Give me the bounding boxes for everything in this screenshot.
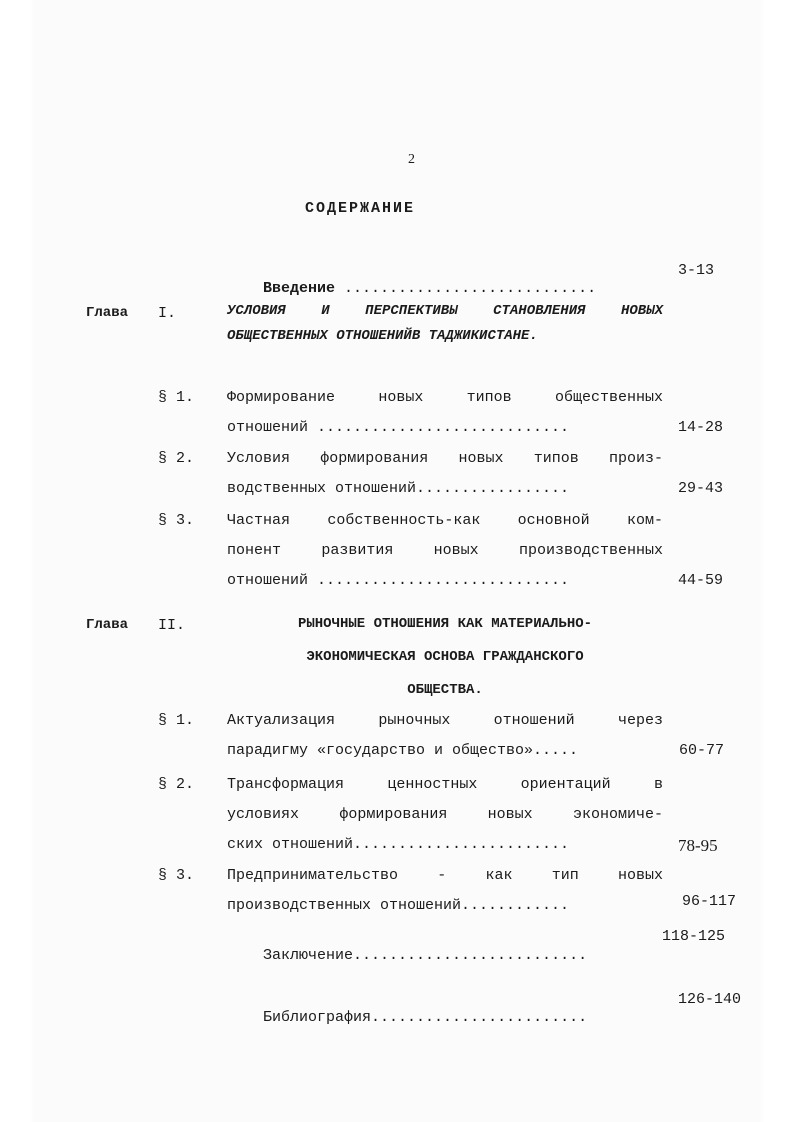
toc-entry-label: Введение bbox=[263, 280, 336, 297]
section-title-line[interactable]: Актуализация рыночных отношений через bbox=[227, 712, 663, 729]
page-title: СОДЕРЖАНИЕ bbox=[305, 200, 416, 217]
chapter-label: Глава bbox=[86, 617, 129, 633]
section-number: § 3. bbox=[158, 867, 195, 884]
toc-leader-dots: ............................ bbox=[344, 280, 597, 297]
section-title-line[interactable]: Трансформация ценностных ориентаций в bbox=[227, 776, 663, 793]
section-title-line[interactable]: парадигму «государство и общество»..... bbox=[227, 742, 579, 759]
toc-entry-bibliography[interactable] bbox=[227, 992, 587, 1043]
section-title-line[interactable]: Формирование новых типов общественных bbox=[227, 389, 663, 406]
chapter-title-line: ОБЩЕСТВА. bbox=[407, 682, 483, 698]
toc-page-range: 118-125 bbox=[662, 928, 726, 945]
chapter-label: Глава bbox=[86, 305, 129, 321]
section-number: § 2. bbox=[158, 450, 195, 467]
section-number: § 1. bbox=[158, 389, 195, 406]
chapter-numeral: I. bbox=[158, 305, 177, 322]
section-title-line[interactable]: Условия формирования новых типов произ- bbox=[227, 450, 663, 467]
chapter-title-line: РЫНОЧНЫЕ ОТНОШЕНИЯ КАК МАТЕРИАЛЬНО- bbox=[297, 616, 593, 632]
chapter-title-line: ЭКОНОМИЧЕСКАЯ ОСНОВА ГРАЖДАНСКОГО bbox=[306, 649, 584, 665]
section-title-line[interactable]: отношений ............................ bbox=[227, 572, 570, 589]
toc-page-range: 3-13 bbox=[678, 262, 715, 279]
toc-entry-label: Заключение bbox=[263, 947, 354, 964]
toc-page-range: 44-59 bbox=[678, 572, 724, 589]
toc-page-range: 96-117 bbox=[682, 893, 737, 910]
toc-leader-dots: .......................... bbox=[353, 947, 588, 964]
section-title-line[interactable]: ских отношений........................ bbox=[227, 836, 570, 853]
toc-page-range: 78-95 bbox=[678, 836, 718, 855]
toc-entry-label: Библиография bbox=[263, 1009, 372, 1026]
toc-leader-dots: ........................ bbox=[371, 1009, 588, 1026]
toc-page-range: 14-28 bbox=[678, 419, 724, 436]
chapter-title-line: УСЛОВИЯ И ПЕРСПЕКТИВЫ СТАНОВЛЕНИЯ НОВЫХ bbox=[227, 303, 663, 319]
chapter-title-line: ОБЩЕСТВЕННЫХ ОТНОШЕНИЙВ ТАДЖИКИСТАНЕ. bbox=[227, 328, 538, 344]
section-title-line[interactable]: производственных отношений............ bbox=[227, 897, 570, 914]
page-number: 2 bbox=[408, 152, 415, 167]
toc-page-range: 126-140 bbox=[678, 991, 742, 1008]
section-number: § 2. bbox=[158, 776, 195, 793]
section-title-line[interactable]: водственных отношений................. bbox=[227, 480, 570, 497]
section-title-line[interactable]: Предпринимательство - как тип новых bbox=[227, 867, 663, 884]
section-title-line[interactable]: Частная собственность-как основной ком- bbox=[227, 512, 663, 529]
section-title-line[interactable]: отношений ............................ bbox=[227, 419, 570, 436]
section-number: § 1. bbox=[158, 712, 195, 729]
toc-page-range: 60-77 bbox=[679, 742, 725, 759]
section-number: § 3. bbox=[158, 512, 195, 529]
toc-entry-conclusion[interactable] bbox=[227, 930, 587, 981]
toc-page-range: 29-43 bbox=[678, 480, 724, 497]
section-title-line[interactable]: понент развития новых производственных bbox=[227, 542, 663, 559]
section-title-line[interactable]: условиях формирования новых экономиче- bbox=[227, 806, 663, 823]
chapter-numeral: II. bbox=[158, 617, 186, 634]
